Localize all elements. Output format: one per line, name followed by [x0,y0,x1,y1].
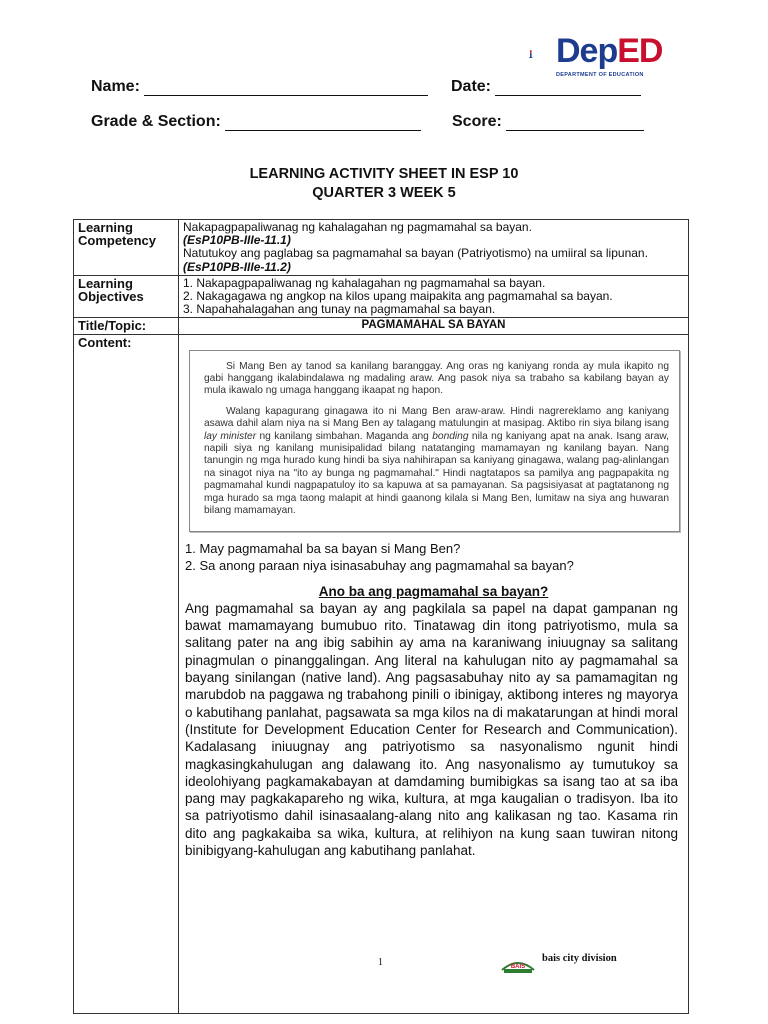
score-field[interactable] [452,113,644,131]
objective-item: 2. Nakagagawa ng angkop na kilos upang maipakita ang pagmamahal sa bayan. [183,289,613,304]
sheet-subtitle: QUARTER 3 WEEK 5 [312,185,456,201]
logo-ed: ED [617,32,663,70]
competency-1: Nakapagpapaliwanag ng kahalagahan ng pagmamahal sa bayan. [183,220,532,234]
story-p2-a: Walang kapagurang ginagawa ito ni Mang Ben araw-araw. Hindi nagrereklamo ang kaniyang asawa dahil alam niya na si Mang Ben ay talagang matulungin at masipag. Aktibo rin siya bilang isang [204,405,669,430]
story-p2-em1: lay minister [204,430,257,442]
date-label: Date: [451,78,492,95]
activity-table [73,219,689,1014]
story-paragraph-1: Si Mang Ben ay tanod sa kanilang baranggay. Ang oras ng kaniyang ronda ay mula ikapito ng gabi hanggang ikalabindalawa ng madaling araw. Ang pasok niya sa trabaho sa kabilang bayan ay mula ikawalo ng umaga hanggang ikaapat ng hapon. [204,360,669,397]
question-1: 1. May pagmamahal ba sa bayan si Mang Ben? [185,540,461,556]
content-cell [179,334,689,1013]
logo-subtitle: DEPARTMENT OF EDUCATION [556,72,644,78]
competency-2-text: Natutukoy ang paglabag sa pagmamahal sa bayan (Patriyotismo) na umiiral sa lipunan. [183,246,648,261]
topic-row [74,318,689,334]
competency-1-code: (EsP10PB-IIIe-11.1) [183,233,291,248]
sheet-title: LEARNING ACTIVITY SHEET IN ESP 10 [249,166,519,182]
date-field[interactable] [451,78,641,96]
competency-2-code: (EsP10PB-IIIe-11.2) [183,259,291,274]
topic-label: Title/Topic: [74,318,179,334]
competency-label: Learning Competency [74,220,179,276]
section-heading: Ano ba ang pagmamahal sa bayan? [318,583,549,599]
seal-text: BAIS [510,964,526,970]
competency-row [74,220,689,276]
objectives-cell [179,275,689,318]
objectives-row [74,275,689,318]
story-box [189,350,680,532]
name-label: Name: [91,78,140,95]
objective-item: 3. Napahahalagahan ang tunay na pagmamahal sa bayan. [183,302,496,317]
grade-label: Grade & Section: [91,113,221,130]
story-paragraph-2 [204,406,669,518]
section-body: Ang pagmamahal sa bayan ay ang pagkilala sa papel na dapat gampanan ng bawat mamamayang bumubuo rito. Tinatawag din itong patriyotismo, mula sa salitang pater na ang ibig sabihin ay ama na karaniwang iniuugnay sa salitang pinagmulan o pinanggalingan. Ang literal na kahulugan nito ay pagmamahal sa bayang sinilangan (native land). Ang pagsasabuhay nito ay sa pamamagitan ng marubdob na paggawa ng trabahong pinili o ibinigay, aktibong interes ng mayorya o kabutihang panlahat, pagsawata sa mga kilos na di makatarungan at hindi moral (Institute for Development Education Center for Research and Communication). Kadalasang iniuugnay ang patriyotismo sa nasyonalismo ngunit hindi magkasingkahulugan ang dalawang ito. Ang nasyonalismo ay tumutukoy sa ideolohiyang pagkamakabayan at damdaming bumibigkas sa isang tao at sa iba pang may pagkakapareho ng wika, kultura, at mga kaugalian o tradisyon. Iba ito sa patriyotismo dahil isinasaalang-alang nito ang kalikasan ng tao. Kasama rin dito ang pagkakaiba sa wika, kultura, at relihiyon na kung saan tuwiran nitong binibigyang-kahulugan ang kabutihang panlahat. [185,600,678,858]
topic-value: PAGMAMAHAL SA BAYAN [179,318,689,334]
competency-2 [183,247,684,273]
content-row [74,334,689,1013]
division-name: bais city division [542,953,617,964]
objective-item: 1. Nakapagpapaliwanag ng kahalagahan ng pagmamahal sa bayan. [183,275,546,290]
score-label: Score: [452,113,502,130]
logo-dep: Dep [556,32,618,70]
deped-torch-icon [528,30,558,78]
name-field[interactable] [91,78,428,96]
deped-logo [556,32,662,71]
objectives-label: Learning Objectives [74,275,179,318]
story-p2-b: ng kanilang simbahan. Maganda ang [256,430,433,442]
story-p2-c: nila ng kaniyang apat na anak. Isang araw, napili siya ng kanilang munisipalidad bilang natatanging mamamayan ng kanilang bayan. Nang tanungin ng mga hurado kung hindi ba siya nahihirapan sa kaniyang ginagawa, walang pag-alinlangan na sinagot niya na "ito ay bunga ng pagmamahal." Hindi nagtatapos sa pamilya ang pagpapakita ng pagmamahal kundi nagpapatuloy ito sa kapuwa at sa pamayanan. Sa pagsisiyasat at pagtatanong ng mga hurado sa mga taong malapit at hindi gaanong kilala si Mang Ben, lumitaw na siya ang huwaran bilang mamamayan. [204,430,670,517]
bais-seal-icon [500,956,536,974]
competency-cell [179,220,689,276]
grade-section-field[interactable] [91,113,421,131]
question-2: 2. Sa anong paraan niya isinasabuhay ang pagmamahal sa bayan? [185,557,574,573]
page-number: 1 [378,957,383,968]
story-p2-em2: bonding [432,430,469,442]
content-label: Content: [74,334,179,1013]
